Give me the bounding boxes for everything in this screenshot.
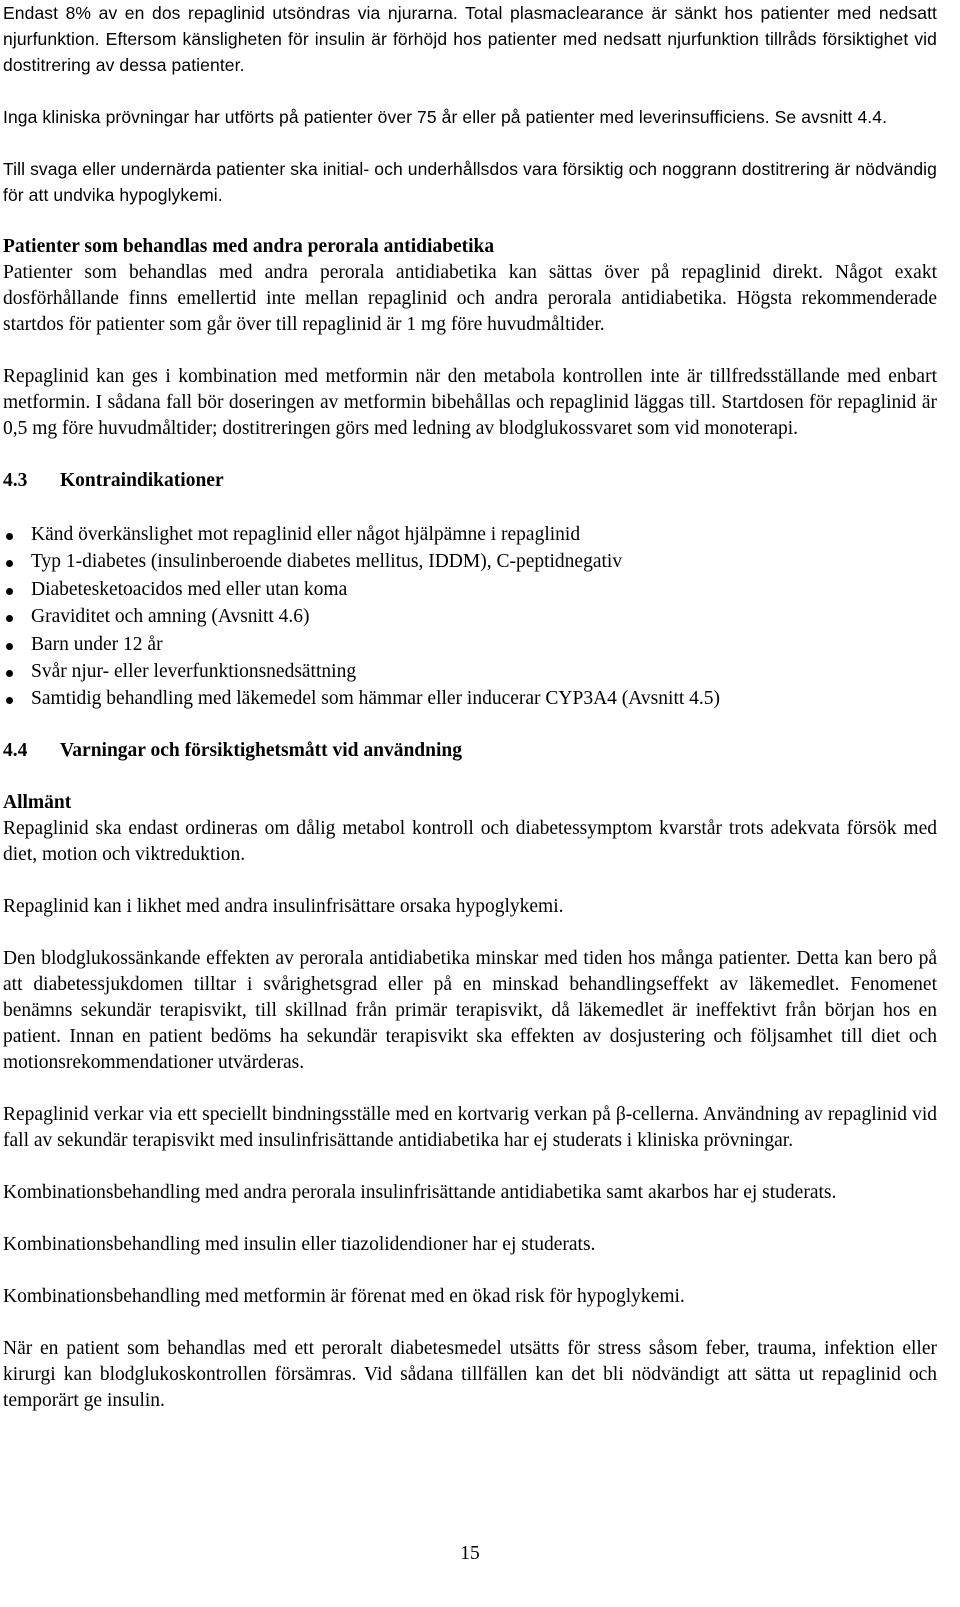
section-title: Varningar och försiktighetsmått vid användning [60, 739, 462, 761]
section-heading-contraindications [3, 468, 937, 494]
list-item: Svår njur- eller leverfunktionsnedsättning [3, 659, 937, 686]
section-number: 4.4 [3, 739, 28, 761]
section-title: Kontraindikationer [60, 470, 224, 491]
list-item: Känd överkänslighet mot repaglinid eller något hjälpämne i repaglinid [3, 522, 937, 549]
list-item: Samtidig behandling med läkemedel som hämmar eller inducerar CYP3A4 (Avsnitt 4.5) [3, 686, 937, 713]
bullet-icon [6, 670, 13, 677]
list-item: Typ 1-diabetes (insulinberoende diabetes mellitus, IDDM), C-peptidnegativ [3, 549, 937, 576]
paragraph-weak-patients: Till svaga eller undernärda patienter ska initial- och underhållsdos vara försiktig och noggrann dostitrering är nödvändig för att undvika hypoglykemi. [3, 159, 937, 205]
paragraph-combination-akarbos: Kombinationsbehandling med andra perorala insulinfrisättande antidiabetika samt akarbos har ej studerats. [3, 1181, 837, 1203]
list-item: Diabetesketoacidos med eller utan koma [3, 577, 937, 604]
paragraph-metformin-combination: Repaglinid kan ges i kombination med metformin när den metabola kontrollen inte är tillfredsställande med enbart metformin. I sådana fall bör doseringen av metformin bibehållas och repaglinid läggas till. Startdosen för repaglinid är 0,5 mg före huvudmåltider; dostitreringen görs med ledning av blodglukossvaret som vid monoterapi. [3, 366, 937, 439]
document-page [3, 0, 937, 1414]
paragraph-combination-metformin: Kombinationsbehandling med metformin är förenat med en ökad risk för hypoglykemi. [3, 1285, 685, 1307]
paragraph-binding-site: Repaglinid verkar via ett speciellt bindningsställe med en kortvarig verkan på β-cellerna. Användning av repaglinid vid fall av sekundär terapisvikt med insulinfrisättande antidiabetika har ej studerats i kliniska prövningar. [3, 1103, 937, 1151]
bullet-icon [6, 615, 13, 622]
bullet-icon [6, 588, 13, 595]
paragraph-combination-insulin: Kombinationsbehandling med insulin eller tiazolidendioner har ej studerats. [3, 1233, 596, 1255]
paragraph-secondary-failure: Den blodglukossänkande effekten av perorala antidiabetika minskar med tiden hos många patienter. Detta kan bero på att diabetessjukdomen tilltar i svårighetsgrad eller på en minskad behandlingseffekt av läkemedlet. Fenomenet benämns sekundär terapisvikt, till skillnad från primär terapisvikt, då läkemedlet är ineffektivt från början hos en patient. Innan en patient bedöms ha sekundär terapisvikt ska effekten av dosjustering och följsamhet till diet och motionsrekommendationer utvärderas. [3, 947, 937, 1073]
paragraph-prescribe-only: Repaglinid ska endast ordineras om dålig metabol kontroll och diabetessymptom kvarstår trots adekvata försök med diet, motion och viktreduktion. [3, 817, 937, 865]
paragraph-hypoglycemia: Repaglinid kan i likhet med andra insulinfrisättare orsaka hypoglykemi. [3, 895, 564, 917]
bullet-icon [6, 533, 13, 540]
paragraph-no-trials-elderly: Inga kliniska prövningar har utförts på patienter över 75 år eller på patienter med leverinsufficiens. Se avsnitt 4.4. [3, 107, 888, 127]
subheading-general: Allmänt [3, 791, 72, 813]
list-item: Barn under 12 år [3, 632, 937, 659]
section-number: 4.3 [3, 470, 28, 491]
bullet-icon [6, 697, 13, 704]
bullet-icon [6, 560, 13, 567]
list-item: Graviditet och amning (Avsnitt 4.6) [3, 604, 937, 631]
bullet-icon [6, 643, 13, 650]
paragraph-renal-clearance: Endast 8% av en dos repaglinid utsöndras via njurarna. Total plasmaclearance är sänkt hos patienter med nedsatt njurfunktion. Eftersom känsligheten för insulin är förhöjd hos patienter med nedsatt njurfunktion tillråds försiktighet vid dostitrering av dessa patienter. [3, 3, 937, 75]
paragraph-stress: När en patient som behandlas med ett peroralt diabetesmedel utsätts för stress såsom feber, trauma, infektion eller kirurgi kan blodglukoskontrollen försämras. Vid sådana tillfällen kan det bli nödvändigt att sätta ut repaglinid och temporärt ge insulin. [3, 1337, 937, 1411]
section-heading-warnings [3, 738, 937, 764]
page-number: 15 [460, 1543, 480, 1564]
paragraph-other-antidiabetics: Patienter som behandlas med andra perorala antidiabetika kan sättas över på repaglinid direkt. Något exakt dosförhållande finns emellertid inte mellan repaglinid och andra perorala antidiabetika. Högsta rekommenderade startdos för patienter som går över till repaglinid är 1 mg före huvudmåltider. [3, 262, 937, 335]
subheading-other-antidiabetics: Patienter som behandlas med andra perorala antidiabetika [3, 236, 495, 257]
contraindications-list [3, 522, 937, 714]
